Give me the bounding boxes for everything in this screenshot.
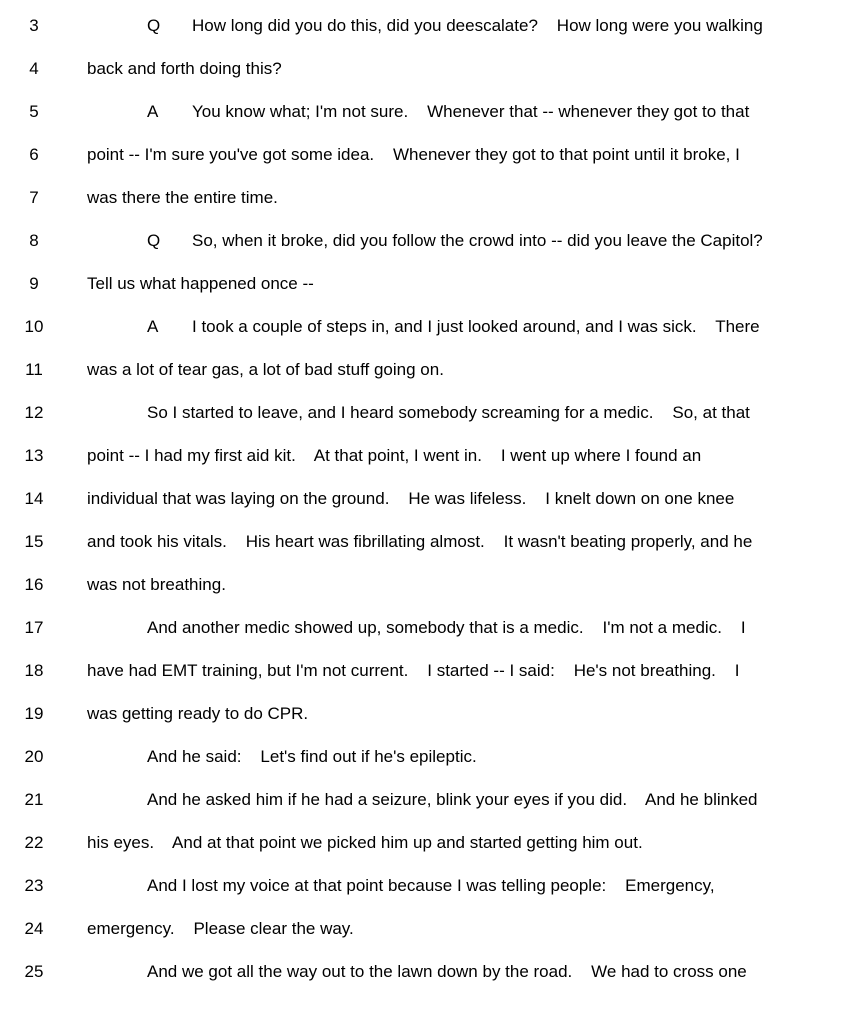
line-number: 16	[24, 575, 44, 594]
line-text: have had EMT training, but I'm not current. I started -- I said: He's not breathing. I	[87, 661, 740, 680]
transcript-line	[0, 347, 842, 390]
transcript-line	[0, 605, 842, 648]
line-text: was there the entire time.	[87, 188, 278, 207]
transcript-line	[0, 390, 842, 433]
line-text: point -- I had my first aid kit. At that point, I went in. I went up where I found an	[87, 446, 702, 465]
line-text: So, when it broke, did you follow the crowd into -- did you leave the Capitol?	[192, 231, 763, 250]
transcript-line	[0, 304, 842, 347]
line-number: 17	[24, 618, 44, 637]
transcript-line	[0, 648, 842, 691]
line-text: How long did you do this, did you deescalate? How long were you walking	[192, 16, 763, 35]
transcript-line	[0, 46, 842, 89]
transcript-line	[0, 261, 842, 304]
speaker-label: Q	[147, 16, 161, 35]
line-text: And we got all the way out to the lawn down by the road. We had to cross one	[147, 962, 747, 981]
line-text: his eyes. And at that point we picked him up and started getting him out.	[87, 833, 643, 852]
line-number: 20	[24, 747, 44, 766]
transcript-line	[0, 562, 842, 605]
transcript-line	[0, 175, 842, 218]
line-text: individual that was laying on the ground. He was lifeless. I knelt down on one knee	[87, 489, 735, 508]
line-number: 3	[29, 16, 39, 35]
line-number: 24	[24, 919, 44, 938]
line-number: 19	[24, 704, 44, 723]
line-text: point -- I'm sure you've got some idea. Whenever they got to that point until it broke, I	[87, 145, 740, 164]
line-number: 14	[24, 489, 44, 508]
line-text: was a lot of tear gas, a lot of bad stuff going on.	[87, 360, 444, 379]
line-number: 12	[24, 403, 44, 422]
line-number: 13	[24, 446, 44, 465]
transcript-line	[0, 863, 842, 906]
transcript-line	[0, 3, 842, 46]
line-number: 25	[24, 962, 44, 981]
line-text: Tell us what happened once --	[87, 274, 314, 293]
transcript-line	[0, 519, 842, 562]
line-number: 9	[29, 274, 39, 293]
line-number: 5	[29, 102, 39, 121]
line-text: back and forth doing this?	[87, 59, 282, 78]
line-number: 10	[24, 317, 44, 336]
transcript-line	[0, 734, 842, 777]
line-text: I took a couple of steps in, and I just looked around, and I was sick. There	[192, 317, 760, 336]
transcript-line	[0, 906, 842, 949]
speaker-label: Q	[147, 231, 161, 250]
line-number: 6	[29, 145, 39, 164]
transcript-line	[0, 691, 842, 734]
line-text: was getting ready to do CPR.	[87, 704, 309, 723]
transcript-line	[0, 89, 842, 132]
line-number: 4	[29, 59, 39, 78]
line-number: 8	[29, 231, 39, 250]
transcript-line	[0, 820, 842, 863]
line-number: 23	[24, 876, 44, 895]
line-number: 18	[24, 661, 44, 680]
line-number: 22	[24, 833, 44, 852]
line-text: So I started to leave, and I heard somebody screaming for a medic. So, at that	[147, 403, 750, 422]
line-number: 15	[24, 532, 44, 551]
line-text: You know what; I'm not sure. Whenever that -- whenever they got to that	[192, 102, 750, 121]
transcript-line	[0, 132, 842, 175]
transcript-line	[0, 218, 842, 261]
transcript-line	[0, 949, 842, 992]
line-text: And another medic showed up, somebody that is a medic. I'm not a medic. I	[147, 618, 746, 637]
speaker-label: A	[147, 102, 159, 121]
speaker-label: A	[147, 317, 159, 336]
transcript-line	[0, 777, 842, 820]
line-number: 7	[29, 188, 39, 207]
line-text: And I lost my voice at that point because I was telling people: Emergency,	[147, 876, 715, 895]
transcript-line	[0, 476, 842, 519]
transcript-line	[0, 433, 842, 476]
line-text: emergency. Please clear the way.	[87, 919, 354, 938]
line-number: 21	[24, 790, 44, 809]
line-text: And he said: Let's find out if he's epileptic.	[147, 747, 477, 766]
line-text: And he asked him if he had a seizure, blink your eyes if you did. And he blinked	[147, 790, 758, 809]
line-text: was not breathing.	[87, 575, 226, 594]
line-number: 11	[25, 360, 43, 379]
line-text: and took his vitals. His heart was fibrillating almost. It wasn't beating properly, and he	[87, 532, 753, 551]
